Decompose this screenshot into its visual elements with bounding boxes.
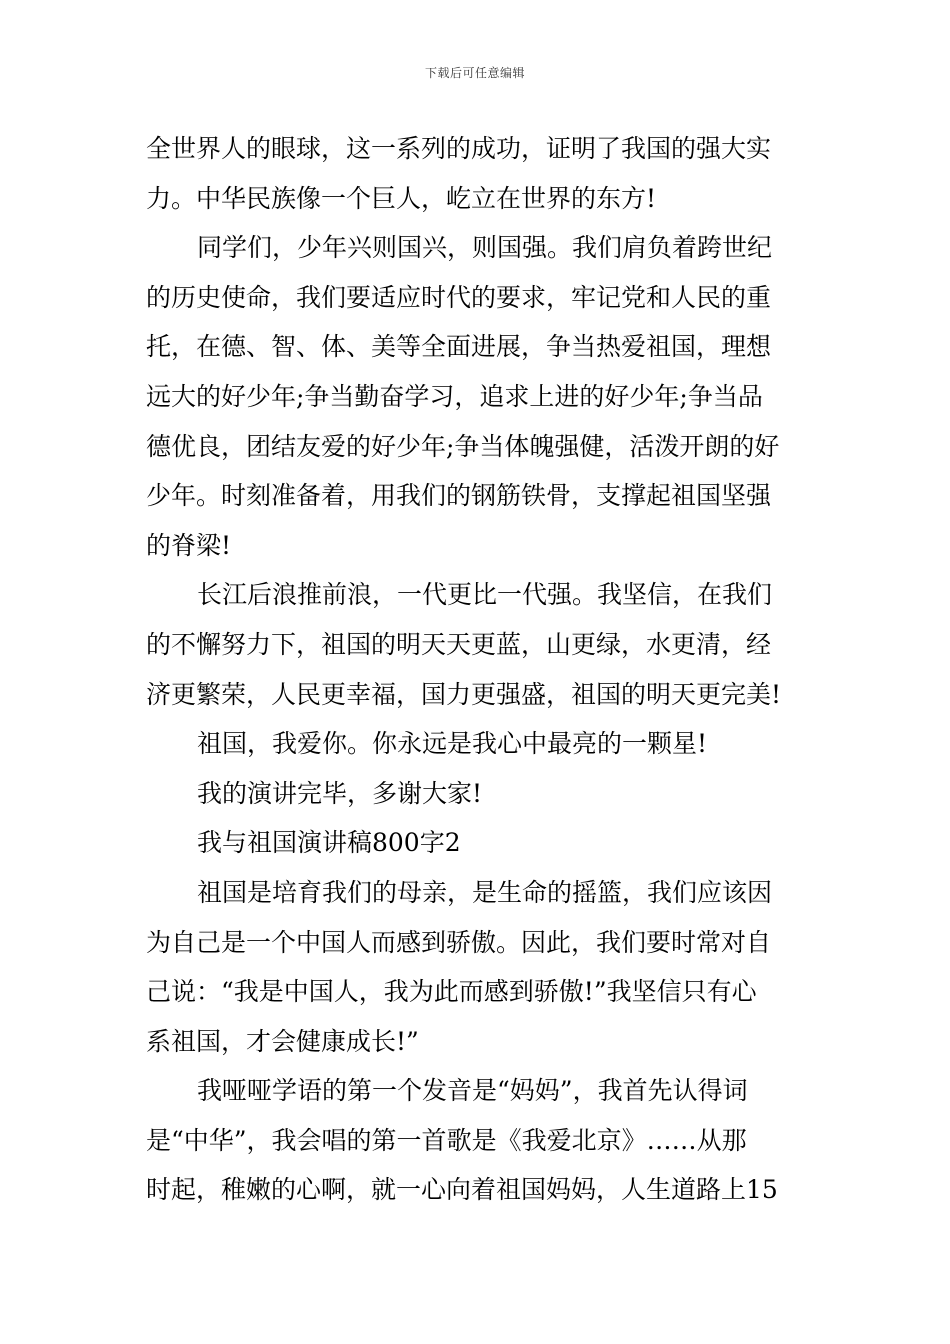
text-line: 己说：“我是中国人，我为此而感到骄傲!”我坚信只有心 xyxy=(146,977,757,1007)
text-line: 是“中华”，我会唱的第一首歌是《我爱北京》……从那 xyxy=(146,1125,747,1155)
text-line: 德优良，团结友爱的好少年;争当体魄强健，活泼开朗的好 xyxy=(146,431,780,461)
text-line: 的脊梁! xyxy=(146,530,232,560)
text-line: 我的演讲完毕，多谢大家! xyxy=(197,778,483,808)
section-heading: 我与祖国演讲稿800字2 xyxy=(197,828,461,858)
text-line: 时起，稚嫩的心啊，就一心向着祖国妈妈，人生道路上15 xyxy=(146,1175,778,1205)
text-line: 力。中华民族像一个巨人，屹立在世界的东方! xyxy=(146,183,657,213)
text-line: 济更繁荣，人民更幸福，国力更强盛，祖国的明天更完美! xyxy=(146,679,782,709)
text-line: 的不懈努力下，祖国的明天天更蓝，山更绿，水更清，经 xyxy=(146,629,772,659)
text-line: 为自己是一个中国人而感到骄傲。因此，我们要时常对自 xyxy=(146,927,772,957)
text-line: 的历史使命，我们要适应时代的要求，牢记党和人民的重 xyxy=(146,282,772,312)
text-line: 我哑哑学语的第一个发音是“妈妈”，我首先认得词 xyxy=(197,1076,748,1106)
text-line: 长江后浪推前浪，一代更比一代强。我坚信，在我们 xyxy=(197,580,773,610)
page-header: 下载后可任意编辑 xyxy=(424,66,525,80)
document-body xyxy=(146,124,808,1215)
text-line: 祖国是培育我们的母亲，是生命的摇篮，我们应该因 xyxy=(197,877,773,907)
text-line: 少年。时刻准备着，用我们的钢筋铁骨，支撑起祖国坚强 xyxy=(146,481,772,511)
text-line: 全世界人的眼球，这一系列的成功，证明了我国的强大实 xyxy=(146,134,772,163)
text-line: 祖国，我爱你。你永远是我心中最亮的一颗星! xyxy=(197,729,708,759)
text-line: 同学们，少年兴则国兴，则国强。我们肩负着跨世纪 xyxy=(197,233,773,263)
text-line: 系祖国，才会健康成长!” xyxy=(146,1026,419,1056)
text-line: 托，在德、智、体、美等全面进展，争当热爱祖国，理想 xyxy=(146,332,772,362)
text-line: 远大的好少年;争当勤奋学习，追求上进的好少年;争当品 xyxy=(146,381,763,411)
